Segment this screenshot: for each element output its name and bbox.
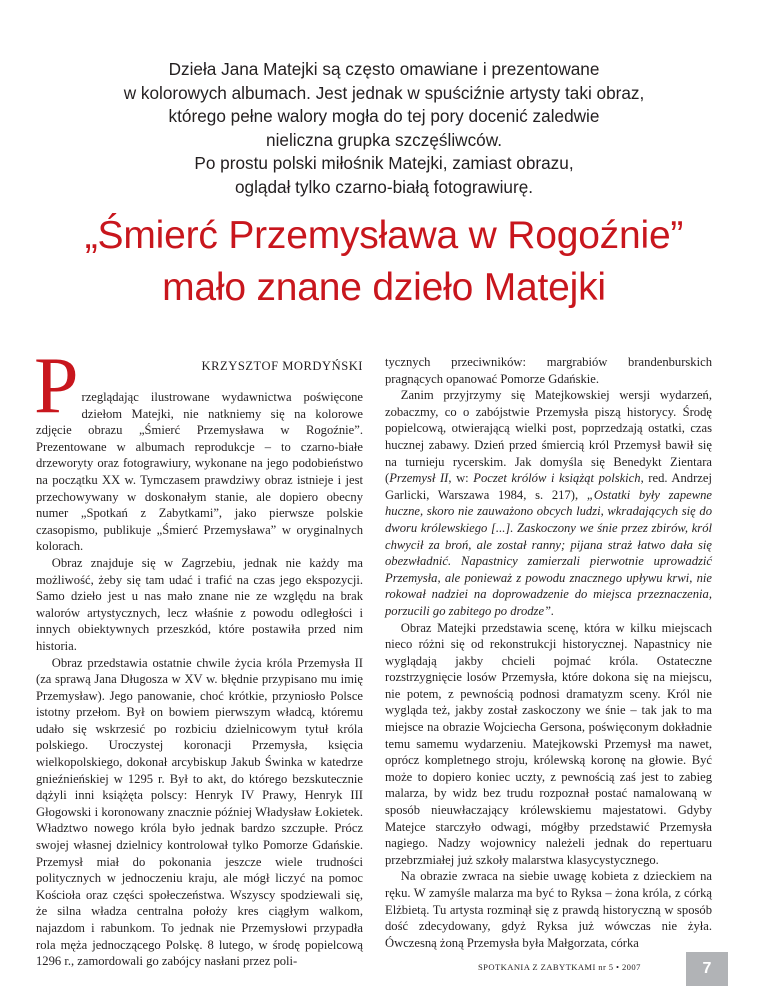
lead-line: w kolorowych albumach. Jest jednak w spuściźnie artysty taki obraz, — [123, 82, 645, 103]
text-run: , w: — [448, 471, 474, 486]
drop-cap: P — [34, 342, 79, 430]
text-run: Zanim przyjrzymy się Matejkowskiej wersji wydarzeń, zobaczmy, co o zabójstwie Przemysła piszą historycy. Środę popielcową, otwierającą wielki post, poprzedzają ostatki, czas hucznej zabawy. Dzień przed śmiercią król Przemysł bawił się na turnieju rycerskim. Jak domyśla się Benedykt Zientara ( — [385, 388, 712, 486]
author-byline: KRZYSZTOF MORDYŃSKI — [201, 359, 363, 373]
paragraph: rzeglądając ilustrowane wydawnictwa poświęcone dziełom Matejki, nie natkniemy się na kolorowe zdjęcie obrazu „Śmierć Przemysława w Rogoźnie”. Prezentowane w albumach reprodukcje – to czarno-białe drzeworyty oraz fotograwiury, wykonane na jego podobieństwo na początku XX w. Tymczasem prawdziwy obraz istnieje i jest przechowywany w doskonałym stanie, ale dopiero obecny numer „Spotkań z Zabytkami”, jako pierwsze polskie czasopismo, publikuje „Śmierć Przemysława” w oryginalnych kolorach. — [36, 390, 363, 554]
paragraph: Obraz przedstawia ostatnie chwile życia króla Przemysła II (za sprawą Jana Długosza w XV w. błędnie przypisano mu imię Przemysław). Jego panowanie, choć krótkie, przyniosło Polsce istotny przełom. Był on bowiem pierwszym władcą, któremu udało się wskrzesić po rozbiciu dzielnicowym tytuł króla polskiego. Uroczystej koronacji Przemysła, księcia wielkopolskiego, dokonał arcybiskup Jakub Świnka w katedrze gnieźnieńskiej w 1295 r. Był to akt, do którego bezskutecznie dążyli inni książęta polscy: Henryk IV Prawy, Henryk III Głogowski i koronowany znacznie później Władysław Łokietek. Władztwo nowego króla było jednak bardzo szczupłe. Prócz swojej własnej dzielnicy kontrolował tylko Pomorze Gdańskie. Przemysł miał do pokonania jeszcze wiele trudności politycznych w jednoczeniu kraju, ale mógł liczyć na pomoc Kościoła oraz części społeczeństwa. Wszyscy spodziewali się, że silna władza centralna położy kres ciągłym walkom, najazdom i rabunkom. To jednak nie Przemysłowi przypadła rola męża jednoczącego Polskę. 8 lutego, w środę popielcową 1296 r., zamordowali go zabójcy nasłani przez poli- — [36, 655, 363, 969]
quotation-italic: „Ostatki były zapewne huczne, skoro nie zauważono obcych ludzi, wkradających się do dworu królewskiego [...]. Zaskoczony we śnie przez zbirów, król chwycił za broń, ale został ranny; pijana straż łatwo dała się obezwładnić. Napastnicy zamierzali pierwotnie uprowadzić Przemysła, ale ponieważ z powodu znacznego upływu krwi, nie rokował nadziei na doprowadzenie do miejsca przeznaczenia, porzucili go zabitego po drodze”. — [385, 487, 712, 618]
lead-line: Dzieła Jana Matejki są często omawiane i prezentowane — [168, 59, 600, 79]
paragraph: Obraz Matejki przedstawia scenę, która w kilku miejscach nieco różni się od rekonstrukcji historycznej. Napastnicy nie wyglądają jakby chcieli pojmać króla. Ostateczne rozstrzygnięcie losów Przemysła, które dokona się na miejscu, nie potem, z pewnością podnosi dramatyzm sceny. Król nie wygląda też, jakby został zaskoczony we śnie – tak jak to ma miejsce na obrazie Wojciecha Gersona, poświęconym dokładnie temu samemu wydarzeniu. Matejkowski Przemysł ma nawet, oprócz kompletnego stroju, królewską koronę na głowie. Być może to dopiero koniec uczty, z pewnością zaś jest to zabieg malarza, by widz bez trudu rozpoznał postać namalowaną w sposób nieuwłaczający królewskiemu majestatowi. Gdyby Matejce starczyło odwagi, mógłby przedstawić Przemysła nagiego. Nadzy wojownicy należeli jednak do repertuaru przebrzmiałej już szkoły malarstwa klasycystycznego. — [385, 620, 712, 867]
paragraph: tycznych przeciwników: margrabiów brandenburskich pragnących opanować Pomorze Gdańskie. — [385, 355, 712, 386]
book-title-italic: Poczet królów i książąt polskich — [473, 471, 641, 486]
lead-line: którego pełne walory mogła do tej pory docenić zaledwie — [168, 106, 600, 126]
left-column — [34, 342, 363, 970]
right-column — [385, 354, 712, 951]
book-title-italic: Przemysł II — [389, 471, 449, 486]
title-line-1: „Śmierć Przemysława w Rogoźnie” — [84, 214, 684, 257]
paragraph: Na obrazie zwraca na siebie uwagę kobieta z dzieckiem na ręku. W zamyśle malarza ma być to Ryksa – żona króla, z córką Elżbietą. Tu artysta rozminął się z prawdą historyczną w sposób dość zdecydowany, gdyż Ryksa już wówczas nie żyła. Ówczesną żoną Przemysła była Małgorzata, córka — [385, 869, 712, 950]
lead-line: oglądał tylko czarno-białą fotograwiurę. — [234, 176, 534, 197]
lead-line: Po prostu polski miłośnik Matejki, zamiast obrazu, — [194, 153, 574, 173]
title-line-2: mało znane dzieło Matejki — [162, 266, 606, 309]
lead-paragraph — [40, 58, 728, 199]
text-run: , red. Andrzej Garlicki, Warszawa 1984, s. 217), — [385, 471, 712, 502]
lead-line: nieliczna grupka szczęśliwców. — [266, 129, 502, 150]
article-title — [20, 210, 748, 314]
paragraph: Obraz znajduje się w Zagrzebiu, jednak nie każdy ma możliwość, żeby się tam udać i trafić na czas jego ekspozycji. Samo dzieło jest u nas mało znane nie ze względu na brak walorów artystycznych, lecz właśnie z powodu odległości i innych obiektywnych przeszkód, które postawiła przed nim historia. — [36, 555, 363, 653]
page-number: 7 — [686, 952, 728, 986]
running-footer: SPOTKANIA Z ZABYTKAMI nr 5 • 2007 — [478, 962, 641, 972]
paragraph — [385, 387, 712, 619]
